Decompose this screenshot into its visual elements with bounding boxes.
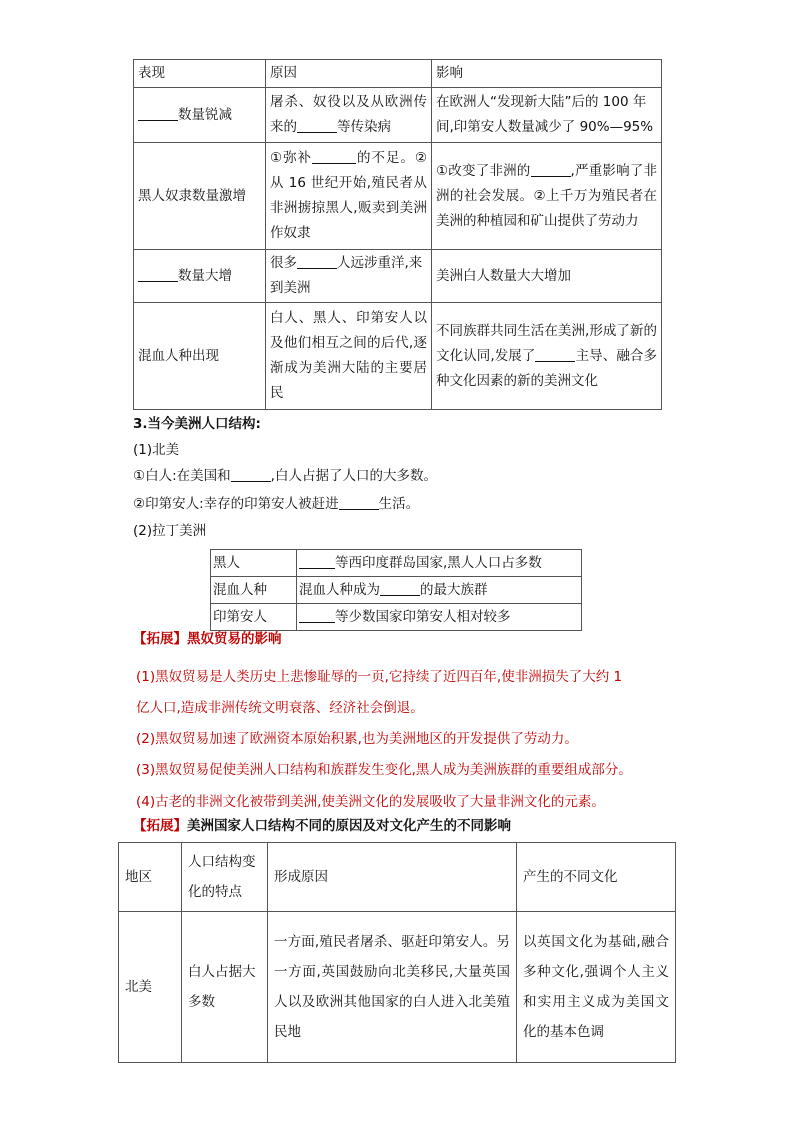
cause-cell xyxy=(266,250,432,303)
fill-blank xyxy=(138,266,178,282)
detail-text: 的最大族群 xyxy=(420,582,488,598)
fill-blank xyxy=(380,580,420,596)
detail-cell xyxy=(297,604,582,631)
list-item: (4)古老的非洲文化被带到美洲,使美洲文化的发展吸收了大量非洲文化的元素。 xyxy=(136,794,605,810)
fill-blank xyxy=(339,494,379,510)
cause-text: 屠杀、奴役以及从欧洲传来的 xyxy=(270,94,427,135)
effect-cell xyxy=(432,143,662,250)
population-structure-table xyxy=(118,842,676,1063)
extension-title: 黑奴贸易的影响 xyxy=(187,631,282,647)
phenomenon-cell xyxy=(134,88,266,143)
group-cell: 印第安人 xyxy=(211,604,297,631)
table-row xyxy=(134,143,662,250)
table-row xyxy=(134,303,662,410)
extension-heading xyxy=(133,816,511,836)
detail-cell xyxy=(297,550,582,577)
list-item: (2)黑奴贸易加速了欧洲资本原始积累,也为美洲地区的开发提供了劳动力。 xyxy=(136,731,578,747)
section-title: 3.当今美洲人口结构: xyxy=(133,416,261,432)
header-cell: 影响 xyxy=(432,60,662,88)
effect-text: ,严重影响了非洲的社会发展。②上千万为殖民者在美洲的种植园和矿山提供了劳动力 xyxy=(436,162,657,229)
line-text: ①白人:在美国和 xyxy=(133,468,231,484)
north-america-label: (1)北美 xyxy=(133,442,180,458)
effect-cell: 在欧洲人“发现新大陆”后的 100 年间,印第安人数量减少了 90%—95% xyxy=(432,88,662,143)
cause-text: ①弥补 xyxy=(270,150,313,166)
table-header-row xyxy=(134,60,662,88)
group-cell: 混血人种 xyxy=(211,577,297,604)
list-item: (1)黑奴贸易是人类历史上悲惨耻辱的一页,它持续了近四百年,使非洲损失了大约 1 xyxy=(136,669,623,685)
group-cell: 黑人 xyxy=(211,550,297,577)
white-population-line xyxy=(133,466,437,486)
fill-blank xyxy=(299,607,335,623)
header-cell: 形成原因 xyxy=(268,843,517,912)
line-text: ,白人占据了人口的大多数。 xyxy=(270,468,437,484)
latin-america-table xyxy=(210,549,582,631)
effect-cell: 美洲白人数量大大增加 xyxy=(432,250,662,303)
fill-blank xyxy=(231,466,271,482)
cause-cell xyxy=(266,143,432,250)
cause-text: 的不足。②从 16 世纪开始,殖民者从非洲掳掠黑人,贩卖到美洲作奴隶 xyxy=(270,150,427,241)
effect-text: 不同族群共同生活在美洲,形成了新的文化认同,发展了 xyxy=(436,322,657,364)
line-text: 生活。 xyxy=(378,496,420,512)
detail-text: 等少数国家印第安人相对较多 xyxy=(335,609,511,625)
table-row xyxy=(134,250,662,303)
region-cell: 北美 xyxy=(119,912,182,1063)
list-item: 亿人口,造成非洲传统文明衰落、经济社会倒退。 xyxy=(136,700,424,716)
list-item: (3)黑奴贸易促使美洲人口结构和族群发生变化,黑人成为美洲族群的重要组成部分。 xyxy=(136,762,632,778)
cause-text: 人远涉重洋,来到美洲 xyxy=(270,255,423,296)
table-row xyxy=(211,604,582,631)
fill-blank xyxy=(535,346,575,362)
cause-text: 等传染病 xyxy=(337,119,391,135)
table-row xyxy=(211,577,582,604)
table-row xyxy=(211,550,582,577)
table-header-row xyxy=(119,843,676,912)
fill-blank xyxy=(531,161,571,177)
detail-text: 混血人种成为 xyxy=(299,582,380,598)
detail-text: 等西印度群岛国家,黑人人口占多数 xyxy=(335,555,542,571)
phenomenon-cell xyxy=(134,250,266,303)
latin-america-label: (2)拉丁美洲 xyxy=(133,523,207,539)
cause-cell: 白人、黑人、印第安人以及他们相互之间的后代,逐渐成为美洲大陆的主要居民 xyxy=(266,303,432,410)
feature-cell: 白人占据大多数 xyxy=(182,912,268,1063)
cause-text: 很多 xyxy=(270,255,297,271)
fill-blank xyxy=(138,105,178,121)
fill-blank xyxy=(312,148,356,164)
effect-cell xyxy=(432,303,662,410)
header-cell: 产生的不同文化 xyxy=(517,843,676,912)
bracket-label: 【拓展】 xyxy=(133,631,187,647)
fill-blank xyxy=(297,117,337,133)
indian-population-line xyxy=(133,494,419,514)
cause-cell: 一方面,殖民者屠杀、驱赶印第安人。另一方面,英国鼓励向北美移民,大量英国人以及欧洲其他国家的白人进入北美殖民地 xyxy=(268,912,517,1063)
header-cell: 原因 xyxy=(266,60,432,88)
phenomenon-text: 数量大增 xyxy=(178,267,232,284)
population-change-table xyxy=(133,59,662,410)
fill-blank xyxy=(297,253,337,269)
effect-text: 主导、融合多种文化因素的新的美洲文化 xyxy=(436,347,657,389)
header-cell: 人口结构变化的特点 xyxy=(182,843,268,912)
phenomenon-cell: 混血人种出现 xyxy=(134,303,266,410)
extension-heading xyxy=(133,629,282,649)
cause-cell xyxy=(266,88,432,143)
bracket-label: 【拓展】 xyxy=(133,818,187,834)
line-text: ②印第安人:幸存的印第安人被赶进 xyxy=(133,496,339,512)
culture-cell: 以英国文化为基础,融合多种文化,强调个人主义和实用主义成为美国文化的基本色调 xyxy=(517,912,676,1063)
table-row xyxy=(134,88,662,143)
phenomenon-cell: 黑人奴隶数量激增 xyxy=(134,143,266,250)
detail-cell xyxy=(297,577,582,604)
effect-text: ①改变了非洲的 xyxy=(436,162,531,179)
phenomenon-text: 数量锐减 xyxy=(178,106,232,123)
header-cell: 表现 xyxy=(134,60,266,88)
fill-blank xyxy=(299,553,335,569)
table-row xyxy=(119,912,676,1063)
extension-title: 美洲国家人口结构不同的原因及对文化产生的不同影响 xyxy=(187,818,511,834)
header-cell: 地区 xyxy=(119,843,182,912)
